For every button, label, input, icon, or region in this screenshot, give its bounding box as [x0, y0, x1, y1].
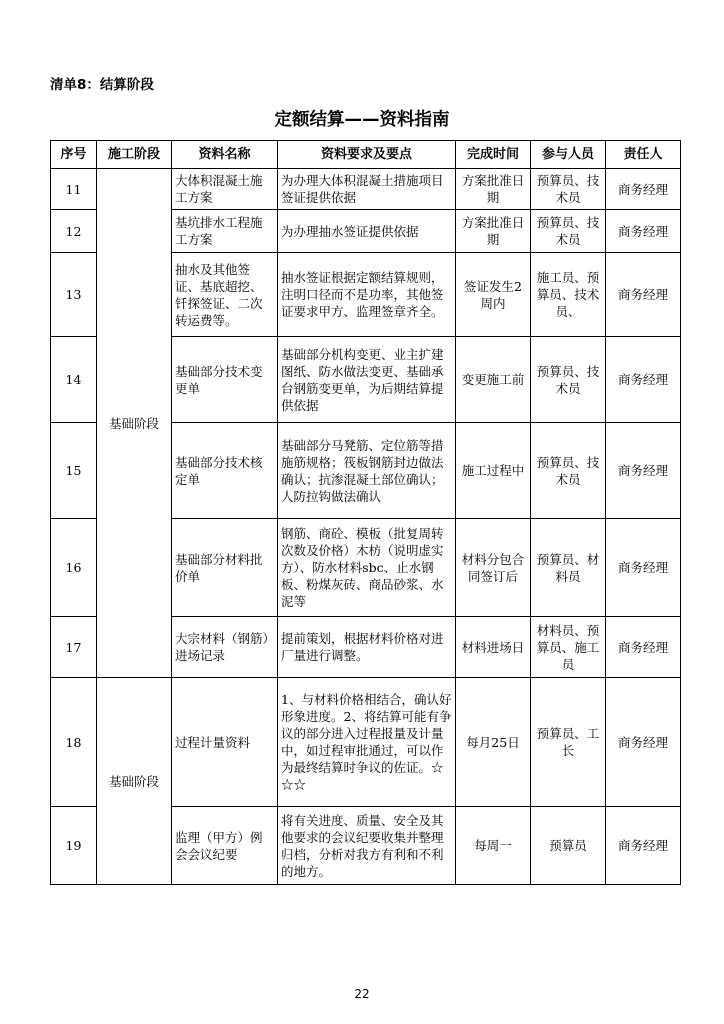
responsible-person: 商务经理	[606, 678, 681, 807]
column-header: 施工阶段	[97, 141, 172, 169]
requirement: 为办理大体积混凝土措施项目签证提供依据	[278, 169, 456, 210]
requirement: 将有关进度、质量、安全及其他要求的会议纪要收集并整理归档，分析对我方有利和不利的地方。	[278, 807, 456, 885]
requirement: 抽水签证根据定额结算规则，注明口径而不是功率，其他签证要求甲方、监理签章齐全。	[278, 253, 456, 337]
material-name: 基础部分技术核定单	[172, 423, 278, 519]
column-header: 完成时间	[456, 141, 531, 169]
participants: 预算员、技术员	[531, 169, 606, 210]
completion-time: 施工过程中	[456, 423, 531, 519]
column-header: 责任人	[606, 141, 681, 169]
completion-time: 材料进场日	[456, 617, 531, 678]
material-name: 大宗材料（钢筋）进场记录	[172, 617, 278, 678]
participants: 预算员、技术员	[531, 210, 606, 253]
responsible-person: 商务经理	[606, 807, 681, 885]
material-name: 基坑排水工程施工方案	[172, 210, 278, 253]
completion-time: 材料分包合同签订后	[456, 519, 531, 617]
participants: 材料员、预算员、施工员	[531, 617, 606, 678]
row-number: 14	[51, 337, 97, 423]
document-title: 定额结算——资料指南	[274, 110, 450, 130]
row-number: 12	[51, 210, 97, 253]
stage-label: 基础阶段	[108, 773, 159, 789]
material-name: 基础部分材料批价单	[172, 519, 278, 617]
row-number: 16	[51, 519, 97, 617]
material-name: 监理（甲方）例会会议纪要	[172, 807, 278, 885]
column-header: 参与人员	[531, 141, 606, 169]
table-header-row	[51, 141, 681, 169]
participants: 施工员、预算员、技术员、	[531, 253, 606, 337]
table-row	[51, 678, 681, 807]
completion-time: 签证发生2周内	[456, 253, 531, 337]
completion-time: 方案批准日期	[456, 169, 531, 210]
table-row	[51, 169, 681, 210]
participants: 预算员	[531, 807, 606, 885]
requirement: 基础部分机构变更、业主扩建图纸、防水做法变更、基础承台钢筋变更单，为后期结算提供依据	[278, 337, 456, 423]
responsible-person: 商务经理	[606, 210, 681, 253]
responsible-person: 商务经理	[606, 617, 681, 678]
responsible-person: 商务经理	[606, 519, 681, 617]
completion-time: 方案批准日期	[456, 210, 531, 253]
requirement: 基础部分马凳筋、定位筋等措施筋规格；筏板钢筋封边做法确认；抗渗混凝土部位确认；人防拉钩做法确认	[278, 423, 456, 519]
row-number: 15	[51, 423, 97, 519]
row-number: 13	[51, 253, 97, 337]
material-guide-table	[50, 140, 681, 885]
material-name: 抽水及其他签证、基底超挖、钎探签证、二次转运费等。	[172, 253, 278, 337]
requirement: 提前策划，根据材料价格对进厂量进行调整。	[278, 617, 456, 678]
material-name: 基础部分技术变更单	[172, 337, 278, 423]
responsible-person: 商务经理	[606, 423, 681, 519]
material-name: 大体积混凝土施工方案	[172, 169, 278, 210]
responsible-person: 商务经理	[606, 169, 681, 210]
stage-cell	[97, 169, 172, 678]
stage-label: 基础阶段	[108, 415, 159, 431]
page-number: 22	[354, 987, 370, 1001]
participants: 预算员、技术员	[531, 423, 606, 519]
participants: 预算员、材料员	[531, 519, 606, 617]
completion-time: 每月25日	[456, 678, 531, 807]
participants: 预算员、技术员	[531, 337, 606, 423]
completion-time: 变更施工前	[456, 337, 531, 423]
row-number: 17	[51, 617, 97, 678]
participants: 预算员、工长	[531, 678, 606, 807]
responsible-person: 商务经理	[606, 337, 681, 423]
column-header: 序号	[51, 141, 97, 169]
requirement: 为办理抽水签证提供依据	[278, 210, 456, 253]
row-number: 11	[51, 169, 97, 210]
row-number: 19	[51, 807, 97, 885]
list-title: 清单8：结算阶段	[50, 77, 154, 93]
column-header: 资料要求及要点	[278, 141, 456, 169]
stage-cell	[97, 678, 172, 885]
responsible-person: 商务经理	[606, 253, 681, 337]
completion-time: 每周一	[456, 807, 531, 885]
material-name: 过程计量资料	[172, 678, 278, 807]
row-number: 18	[51, 678, 97, 807]
requirement: 1、与材料价格相结合，确认好形象进度。2、将结算可能有争议的部分进入过程报量及计量中，如过程审批通过，可以作为最终结算时争议的佐证。☆☆☆	[278, 678, 456, 807]
requirement: 钢筋、商砼、模板（批复周转次数及价格）木枋（说明虚实方）、防水材料sbc、止水钢板、粉煤灰砖、商品砂浆、水泥等	[278, 519, 456, 617]
column-header: 资料名称	[172, 141, 278, 169]
